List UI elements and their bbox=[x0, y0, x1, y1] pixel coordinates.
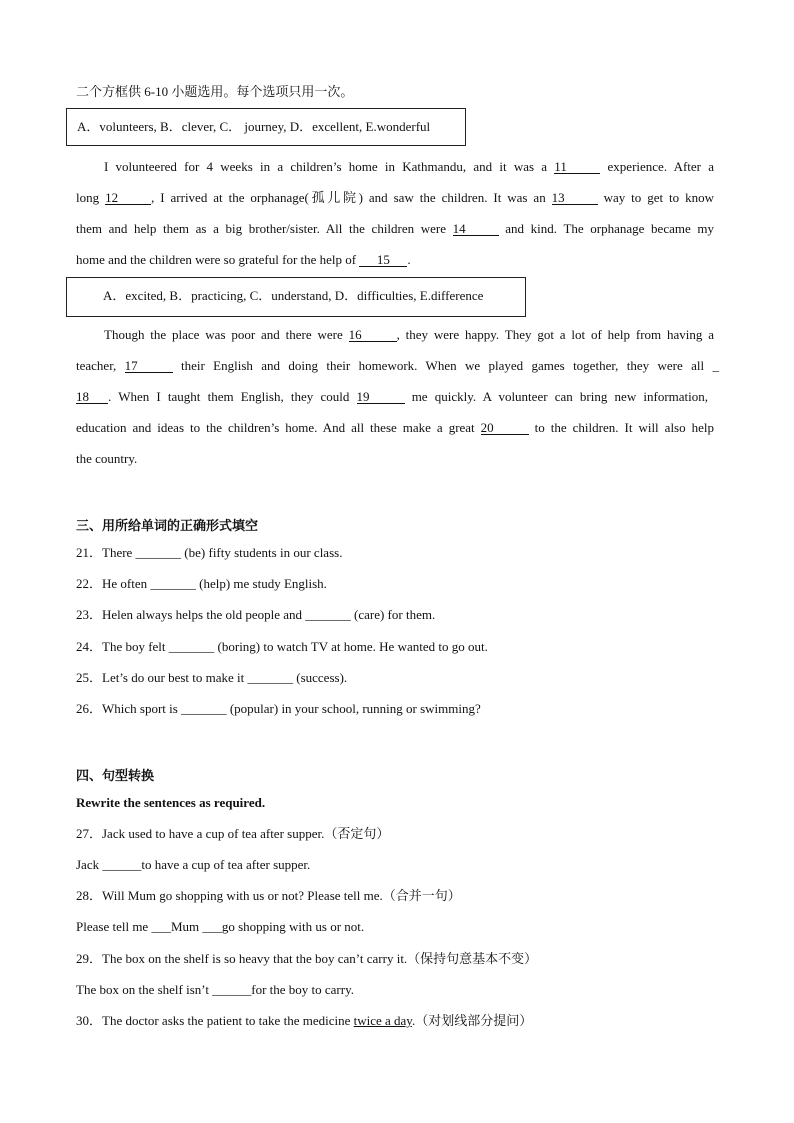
text: them and help them as a big brother/sister. All the children were bbox=[76, 221, 453, 236]
passage-2-line-5: the country. bbox=[76, 451, 138, 466]
blank-12[interactable]: 12 bbox=[105, 191, 151, 205]
word-box-2-text: A．excited, B．practicing, C．understand, D．difficulties, E.difference bbox=[103, 288, 484, 303]
instruction: 二个方框供 6-10 小题选用。每个选项只用一次。 bbox=[76, 84, 354, 99]
question-21: 21．There _______ (be) fifty students in our class. bbox=[76, 545, 343, 560]
question-25: 25．Let’s do our best to make it _______ (success). bbox=[76, 670, 348, 685]
blank-15[interactable]: 15 bbox=[359, 253, 407, 267]
answer-28: Please tell me ___Mum ___go shopping with us or not. bbox=[76, 919, 365, 934]
passage-1-line-1 bbox=[104, 159, 714, 175]
question-26: 26．Which sport is _______ (popular) in your school, running or swimming? bbox=[76, 701, 481, 716]
blank-11[interactable]: 11 bbox=[554, 160, 600, 174]
text: their English and doing their homework. When we played games together, they were all _ bbox=[172, 358, 719, 373]
text: me quickly. A volunteer can bring new information, bbox=[404, 389, 709, 404]
text: experience. After a bbox=[600, 159, 715, 174]
text: education and ideas to the children’s home. And all these make a great bbox=[76, 420, 481, 435]
passage-2-line-4 bbox=[76, 420, 714, 436]
blank-19[interactable]: 19 bbox=[357, 390, 405, 404]
section-3-heading: 三、用所给单词的正确形式填空 bbox=[76, 518, 259, 533]
blank-13[interactable]: 13 bbox=[552, 191, 598, 205]
question-27: 27．Jack used to have a cup of tea after supper.（否定句） bbox=[76, 826, 390, 841]
question-24: 24．The boy felt _______ (boring) to watch TV at home. He wanted to go out. bbox=[76, 639, 488, 654]
question-28: 28．Will Mum go shopping with us or not? Please tell me.（合并一句） bbox=[76, 888, 461, 903]
text: home and the children were so grateful for the help of bbox=[76, 252, 360, 267]
section-4-subheading: Rewrite the sentences as required. bbox=[76, 795, 266, 810]
blank-14[interactable]: 14 bbox=[453, 222, 499, 236]
question-30 bbox=[76, 1013, 532, 1029]
text: . bbox=[407, 252, 411, 267]
question-29: 29．The box on the shelf is so heavy that the boy can’t carry it.（保持句意基本不变） bbox=[76, 951, 538, 966]
text: .（对划线部分提问） bbox=[411, 1013, 533, 1028]
word-box-1-text: A．volunteers, B．clever, C． journey, D．excellent, E.wonderful bbox=[77, 119, 431, 134]
text: and kind. The orphanage became my bbox=[498, 221, 714, 236]
answer-27: Jack ______to have a cup of tea after supper. bbox=[76, 857, 311, 872]
passage-2-line-2 bbox=[76, 358, 719, 374]
text: long bbox=[76, 190, 106, 205]
text: teacher, bbox=[76, 358, 125, 373]
text: Though the place was poor and there were bbox=[104, 327, 349, 342]
passage-2-line-1 bbox=[104, 327, 714, 343]
word-box-1 bbox=[66, 108, 466, 146]
question-22: 22．He often _______ (help) me study English. bbox=[76, 576, 327, 591]
blank-20[interactable]: 20 bbox=[481, 421, 529, 435]
text: . When I taught them English, they could bbox=[108, 389, 357, 404]
section-4-heading: 四、句型转换 bbox=[76, 768, 155, 783]
text: , I arrived at the orphanage(孤儿院) and saw the children. It was an bbox=[151, 190, 552, 205]
text: 30．The doctor asks the patient to take the medicine bbox=[76, 1013, 354, 1028]
text: I volunteered for 4 weeks in a children’s home in Kathmandu, and it was a bbox=[104, 159, 555, 174]
passage-1-line-3 bbox=[76, 221, 714, 237]
word-box-2 bbox=[66, 277, 526, 317]
text: way to get to know bbox=[597, 190, 714, 205]
passage-1-line-4 bbox=[76, 252, 411, 268]
question-23: 23．Helen always helps the old people and _______ (care) for them. bbox=[76, 607, 436, 622]
blank-16[interactable]: 16 bbox=[349, 328, 397, 342]
blank-17[interactable]: 17 bbox=[125, 359, 173, 373]
blank-18[interactable]: 18 bbox=[76, 390, 108, 404]
underlined-phrase: twice a day bbox=[353, 1013, 412, 1028]
text: , they were happy. They got a lot of help from having a bbox=[396, 327, 714, 342]
answer-29: The box on the shelf isn’t ______for the boy to carry. bbox=[76, 982, 354, 997]
text: to the children. It will also help bbox=[528, 420, 714, 435]
passage-1-line-2 bbox=[76, 190, 714, 206]
passage-2-line-3 bbox=[76, 389, 708, 405]
